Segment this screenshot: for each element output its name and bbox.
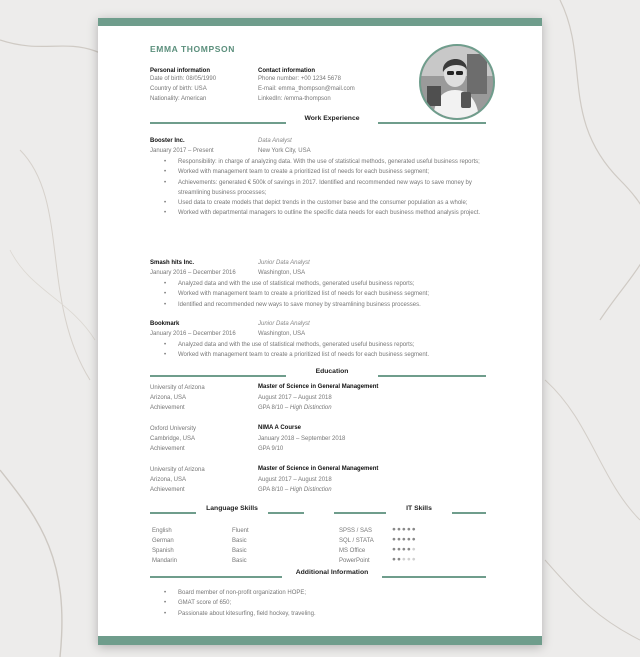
- job-company: Smash hits Inc.: [150, 260, 195, 266]
- rating-dot-filled: ●: [392, 546, 397, 553]
- list-item: • Analyzed data and with the use of statistical methods, generated useful business reports;: [150, 279, 490, 289]
- list-item: • Used data to create models that depict trends in the customer base and the consumer population as a whole;: [150, 198, 490, 208]
- rating-dot-filled: ●: [396, 526, 402, 533]
- rating-dot-filled: ●: [406, 546, 412, 553]
- edu-gpa-note: High Distinction: [289, 405, 332, 411]
- language-name: Mandarin: [152, 558, 178, 564]
- list-item: • Identified and recommended new ways to save money by streamlining business processes.: [150, 300, 490, 310]
- edu-school: University of Arizona: [150, 385, 205, 391]
- it-skill-name: MS Office: [339, 548, 366, 554]
- section-rule: [378, 375, 486, 377]
- section-rule: [150, 576, 282, 578]
- edu-place: Arizona, USA: [150, 477, 187, 483]
- job-location: Washington, USA: [258, 270, 306, 276]
- it-skill-rating: [392, 546, 417, 553]
- job-company: Booster Inc.: [150, 138, 185, 144]
- edu-degree: Master of Science in General Management: [258, 384, 379, 390]
- contact-line: Phone number: +00 1234 5678: [258, 76, 341, 82]
- language-level: Basic: [232, 548, 247, 554]
- personal-line: Country of birth: USA: [150, 86, 207, 92]
- job-company: Bookmark: [150, 321, 180, 327]
- list-item: • Analyzed data and with the use of statistical methods, generated useful business reports;: [150, 340, 490, 350]
- list-item: • Worked with management team to create a prioritized list of needs for each business segment.: [150, 350, 490, 360]
- additional-bullets: [150, 588, 490, 619]
- edu-gpa-value: GPA 9/10: [258, 446, 284, 452]
- rating-dot-empty: ●: [401, 556, 407, 563]
- rating-dot-filled: ●: [406, 526, 412, 533]
- language-level: Basic: [232, 538, 247, 544]
- rating-dot-empty: ●: [411, 546, 417, 553]
- it-skill-rating: [392, 556, 417, 563]
- job-location: Washington, USA: [258, 331, 306, 337]
- contact-line: LinkedIn: /emma-thompson: [258, 96, 331, 102]
- portrait-image: [421, 46, 493, 118]
- it-skill-rating: [392, 536, 417, 543]
- job-location: New York City, USA: [258, 148, 311, 154]
- job-bullets: [150, 157, 490, 219]
- section-rule: [334, 512, 386, 514]
- job-bullets: [150, 340, 490, 361]
- rating-dot-filled: ●: [392, 526, 397, 533]
- edu-achievement-label: Achievement: [150, 446, 185, 452]
- resume-page: [98, 18, 542, 645]
- additional-section-title: Additional Information: [295, 569, 369, 576]
- candidate-name: EMMA THOMPSON: [150, 44, 235, 54]
- languages-section-title: Language Skills: [206, 505, 258, 512]
- contact-heading: Contact information: [258, 68, 315, 74]
- edu-achievement-label: Achievement: [150, 487, 185, 493]
- rating-dot-filled: ●: [406, 536, 412, 543]
- it-skill-rating: [392, 526, 417, 533]
- personal-info: [150, 68, 216, 104]
- list-item: • Achievements: generated € 500k of savings in 2017. Identified and recommended new ways to save money by streamlining business processes;: [150, 178, 490, 199]
- edu-gpa-value: GPA 8/10 –: [258, 405, 290, 411]
- profile-photo: [419, 44, 495, 120]
- edu-place: Cambridge, USA: [150, 436, 196, 442]
- job-bullets: [150, 279, 490, 310]
- edu-gpa: [258, 485, 332, 495]
- language-level: Fluent: [232, 528, 249, 534]
- edu-degree: NIMA A Course: [258, 425, 302, 431]
- rating-dot-filled: ●: [411, 526, 417, 533]
- rating-dot-filled: ●: [396, 546, 402, 553]
- edu-gpa: [258, 444, 283, 454]
- section-rule: [150, 512, 196, 514]
- edu-dates: August 2017 – August 2018: [258, 395, 332, 401]
- rating-dot-filled: ●: [401, 546, 407, 553]
- edu-gpa-value: GPA 8/10 –: [258, 487, 290, 493]
- edu-dates: January 2018 – September 2018: [258, 436, 346, 442]
- it-skill-name: PowerPoint: [339, 558, 370, 564]
- list-item: • Worked with management team to create a prioritized list of needs for each business segment;: [150, 167, 490, 177]
- section-rule: [382, 576, 486, 578]
- rating-dot-filled: ●: [411, 536, 417, 543]
- rating-dot-filled: ●: [396, 556, 402, 563]
- personal-line: Date of birth: 08/05/1990: [150, 76, 217, 82]
- it-skill-name: SPSS / SAS: [339, 528, 373, 534]
- rating-dot-filled: ●: [392, 536, 397, 543]
- personal-heading: Personal information: [150, 68, 211, 74]
- list-item: • Worked with departmental managers to outline the specific data needs for each business method analysis project.: [150, 208, 490, 218]
- bottom-accent-band: [98, 636, 542, 645]
- it-section-title: IT Skills: [406, 505, 432, 512]
- list-item: • Responsibility: in charge of analyzing data. With the use of statistical methods, generated useful business reports;: [150, 157, 490, 167]
- language-name: German: [152, 538, 174, 544]
- language-name: Spanish: [152, 548, 174, 554]
- section-rule: [150, 122, 286, 124]
- language-name: English: [152, 528, 172, 534]
- contact-line: E-mail: emma_thompson@mail.com: [258, 86, 355, 92]
- job-role: Data Analyst: [258, 138, 292, 144]
- rating-dot-filled: ●: [401, 526, 407, 533]
- edu-dates: August 2017 – August 2018: [258, 477, 332, 483]
- section-rule: [378, 122, 486, 124]
- edu-gpa: [258, 403, 332, 413]
- list-item: • Board member of non-profit organization HOPE;: [150, 588, 490, 598]
- job-role: Junior Data Analyst: [258, 321, 310, 327]
- edu-place: Arizona, USA: [150, 395, 187, 401]
- job-dates: January 2016 – December 2016: [150, 270, 236, 276]
- edu-school: University of Arizona: [150, 467, 205, 473]
- edu-school: Oxford University: [150, 426, 197, 432]
- edu-degree: Master of Science in General Management: [258, 466, 379, 472]
- section-rule: [150, 375, 286, 377]
- job-dates: January 2017 – Present: [150, 148, 214, 154]
- contact-info: [258, 68, 355, 104]
- work-section-title: Work Experience: [304, 115, 360, 122]
- rating-dot-empty: ●: [406, 556, 412, 563]
- personal-line: Nationality: American: [150, 96, 207, 102]
- language-level: Basic: [232, 558, 247, 564]
- list-item: • GMAT score of 650;: [150, 598, 490, 608]
- rating-dot-filled: ●: [396, 536, 402, 543]
- section-rule: [268, 512, 304, 514]
- rating-dot-empty: ●: [411, 556, 417, 563]
- edu-gpa-note: High Distinction: [289, 487, 332, 493]
- job-dates: January 2016 – December 2016: [150, 331, 236, 337]
- list-item: • Passionate about kitesurfing, field hockey, traveling.: [150, 609, 490, 619]
- section-rule: [452, 512, 486, 514]
- rating-dot-filled: ●: [401, 536, 407, 543]
- job-role: Junior Data Analyst: [258, 260, 310, 266]
- rating-dot-filled: ●: [392, 556, 397, 563]
- it-skill-name: SQL / STATA: [339, 538, 374, 544]
- edu-achievement-label: Achievement: [150, 405, 185, 411]
- top-accent-band: [98, 18, 542, 26]
- education-section-title: Education: [315, 368, 349, 375]
- list-item: • Worked with management team to create a prioritized list of needs for each business segment;: [150, 289, 490, 299]
